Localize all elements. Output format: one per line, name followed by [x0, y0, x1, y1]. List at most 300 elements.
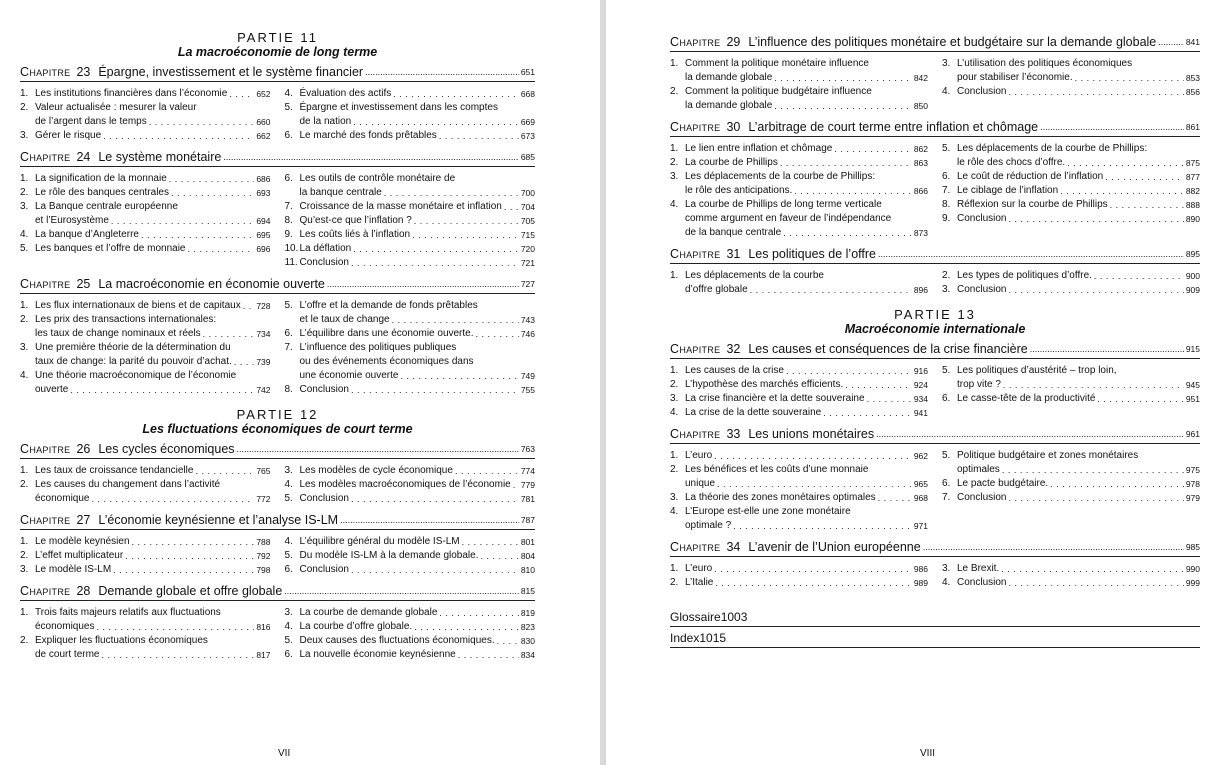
entry-text: La théorie des zones monétaires optimales — [685, 492, 876, 503]
toc-entry — [942, 71, 1200, 85]
toc-entry — [20, 172, 271, 186]
entry-number: 6. — [284, 173, 293, 184]
entry-label — [942, 576, 1006, 590]
chapter-word: Chapitre — [20, 513, 71, 527]
sections-column-right — [942, 142, 1200, 240]
right-toc — [670, 30, 1200, 648]
entry-text: Les déplacements de la courbe — [685, 270, 824, 281]
entry-number: 7. — [284, 342, 293, 353]
sections-column-right — [942, 364, 1200, 420]
entry-page: 749 — [520, 371, 535, 381]
entry-number: 1. — [20, 300, 29, 311]
entry-number: 3. — [942, 58, 951, 69]
left-page — [0, 0, 600, 765]
entry-text: de la banque centrale — [685, 227, 782, 238]
entry-number: 5. — [942, 365, 951, 376]
toc-entry — [670, 505, 928, 519]
entry-number: 2. — [20, 635, 29, 646]
entry-label — [670, 491, 876, 505]
dot-leader — [923, 539, 1184, 555]
chapter-sections — [670, 142, 1200, 240]
entry-label — [285, 242, 352, 256]
chapter-sections — [670, 449, 1200, 533]
dot-leader — [223, 149, 518, 165]
toc-entry — [942, 364, 1200, 378]
sections-column-right — [285, 464, 536, 506]
entry-page: 739 — [256, 357, 271, 367]
entry-page: 660 — [256, 117, 271, 127]
dot-leader — [1008, 576, 1183, 590]
sections-column-left — [670, 364, 928, 420]
sections-column-left — [20, 535, 271, 577]
entry-label — [670, 212, 891, 226]
chapter-page: 787 — [520, 515, 535, 525]
toc-entry — [20, 129, 271, 143]
entry-text: comme argument en faveur de l’indépendance — [685, 213, 892, 224]
entry-number: 3. — [20, 564, 29, 575]
sections-column-left — [20, 172, 271, 270]
entry-number: 9. — [942, 213, 951, 224]
entry-text: La courbe de Phillips de long terme verticale — [685, 199, 882, 210]
entry-number: 11. — [284, 257, 298, 268]
entry-label — [670, 519, 731, 533]
dot-leader — [351, 256, 519, 270]
back-matter-entry — [670, 610, 1200, 627]
entry-label — [285, 101, 498, 115]
entry-label — [670, 269, 824, 283]
entry-label — [942, 57, 1132, 71]
toc-entry — [942, 491, 1200, 505]
entry-label — [285, 549, 479, 563]
dot-leader — [384, 186, 519, 200]
toc-entry — [942, 562, 1200, 576]
entry-page: 834 — [520, 650, 535, 660]
chapter-word: Chapitre — [670, 247, 721, 261]
dot-leader — [1158, 34, 1184, 50]
entry-text: la demande globale — [685, 72, 773, 83]
chapter-page: 861 — [1185, 122, 1200, 132]
chapter-number: 23 — [76, 65, 91, 79]
toc-entry — [20, 186, 271, 200]
entry-page: 686 — [256, 174, 271, 184]
chapter-page: 841 — [1185, 37, 1200, 47]
entry-number: 1. — [670, 270, 679, 281]
part-title: Les fluctuations économiques de court terme — [142, 422, 413, 436]
chapter-sections — [20, 299, 535, 397]
toc-entry — [670, 491, 928, 505]
entry-label — [670, 170, 875, 184]
chapter-title: L’économie keynésienne et l’analyse IS-LM — [98, 513, 339, 527]
entry-text: Évaluation des actifs — [299, 88, 392, 99]
toc-entry — [20, 492, 271, 506]
toc-entry — [942, 392, 1200, 406]
chapter-title: Le système monétaire — [98, 150, 222, 164]
entry-text: Conclusion — [299, 564, 349, 575]
entry-text: Le casse-tête de la productivité — [957, 393, 1096, 404]
entry-label — [20, 115, 147, 129]
toc-entry — [670, 156, 928, 170]
entry-page: 978 — [1185, 479, 1200, 489]
entry-label — [670, 449, 712, 463]
dot-leader — [195, 464, 254, 478]
entry-text: Le marché des fonds prêtables — [299, 130, 437, 141]
entry-page: 673 — [520, 131, 535, 141]
entry-number: 4. — [284, 479, 293, 490]
entry-label — [670, 226, 781, 240]
entry-text: Expliquer les fluctuations économiques — [35, 635, 208, 646]
entry-page: 909 — [1185, 285, 1200, 295]
dot-leader — [717, 477, 912, 491]
entry-text: L’hypothèse des marchés efficients. — [685, 379, 844, 390]
entry-text: économiques — [35, 621, 95, 632]
entry-label — [285, 634, 495, 648]
entry-label — [20, 228, 139, 242]
dot-leader — [1008, 212, 1183, 226]
dot-leader — [203, 327, 255, 341]
entry-page: 743 — [520, 315, 535, 325]
entry-text: de court terme — [35, 649, 100, 660]
entry-label — [285, 299, 478, 313]
toc-entry — [285, 101, 536, 115]
entry-text: L’équilibre dans une économie ouverte. — [299, 328, 474, 339]
entry-label — [20, 549, 123, 563]
back-matter-title: Index — [670, 631, 700, 645]
entry-number: 1. — [20, 465, 29, 476]
chapter-sections — [20, 87, 535, 143]
toc-entry — [285, 563, 536, 577]
dot-leader — [504, 200, 519, 214]
entry-text: Conclusion — [299, 384, 349, 395]
dot-leader — [1030, 341, 1184, 357]
entry-label — [285, 563, 349, 577]
dot-leader — [113, 563, 254, 577]
toc-entry — [285, 115, 536, 129]
entry-label — [670, 463, 868, 477]
chapter-heading — [20, 512, 535, 530]
dot-leader — [1060, 184, 1184, 198]
entry-page: 816 — [256, 622, 271, 632]
toc-entry — [285, 129, 536, 143]
entry-number: 2. — [942, 270, 951, 281]
entry-label — [20, 87, 227, 101]
entry-text: Qu’est-ce que l’inflation ? — [299, 215, 412, 226]
chapter-heading — [20, 583, 535, 601]
dot-leader — [878, 246, 1184, 262]
dot-leader — [823, 406, 912, 420]
sections-column-left — [670, 269, 928, 297]
chapter-word: Chapitre — [20, 442, 71, 456]
entry-page: 810 — [520, 565, 535, 575]
sections-column-right — [285, 535, 536, 577]
dot-leader — [1075, 71, 1184, 85]
entry-number: 2. — [20, 550, 29, 561]
entry-text: le rôle des anticipations. — [685, 185, 793, 196]
toc-entry — [20, 200, 271, 214]
toc-entry — [942, 142, 1200, 156]
sections-column-left — [670, 562, 928, 590]
entry-text: L’euro — [685, 563, 713, 574]
dot-leader — [169, 172, 255, 186]
entry-label — [285, 648, 456, 662]
entry-label — [285, 620, 413, 634]
dot-leader — [439, 606, 518, 620]
chapter-word: Chapitre — [670, 427, 721, 441]
entry-page: 971 — [913, 521, 928, 531]
entry-label — [670, 562, 712, 576]
entry-text: Du modèle IS-LM à la demande globale. — [299, 550, 479, 561]
entry-number: 2. — [670, 464, 679, 475]
chapter-number: 25 — [76, 277, 91, 291]
toc-entry — [20, 115, 271, 129]
toc-entry — [20, 634, 271, 648]
chapter-page: 727 — [520, 279, 535, 289]
dot-leader — [103, 129, 254, 143]
entry-text: Conclusion — [299, 257, 349, 268]
entry-number: 5. — [284, 102, 293, 113]
part-header — [20, 30, 535, 60]
toc-entry — [20, 341, 271, 355]
entry-text: La nouvelle économie keynésienne — [299, 649, 456, 660]
entry-text: Le Brexit. — [957, 563, 1000, 574]
toc-entry — [942, 378, 1200, 392]
entry-page: 968 — [913, 493, 928, 503]
toc-entry — [285, 172, 536, 186]
toc-entry — [285, 634, 536, 648]
entry-number: 1. — [670, 143, 679, 154]
entry-number: 5. — [284, 550, 293, 561]
entry-page: 781 — [520, 494, 535, 504]
entry-text: le rôle des chocs d’offre. — [957, 157, 1066, 168]
toc-entry — [670, 99, 928, 113]
dot-leader — [171, 186, 254, 200]
chapter-sections — [20, 606, 535, 662]
toc-entry — [20, 478, 271, 492]
toc-entry — [20, 299, 271, 313]
entry-page: 715 — [520, 230, 535, 240]
entry-text: Les types de politiques d’offre. — [957, 270, 1092, 281]
entry-page: 916 — [913, 366, 928, 376]
dot-leader — [786, 364, 912, 378]
entry-text: La courbe d’offre globale. — [299, 621, 413, 632]
entry-text: L’Italie — [685, 577, 714, 588]
chapter-title: La macroéconomie en économie ouverte — [98, 277, 325, 291]
back-matter-page: 1003 — [720, 610, 748, 624]
back-matter-title: Glossaire — [670, 610, 721, 624]
entry-page: 652 — [256, 89, 271, 99]
dot-leader — [714, 562, 912, 576]
dot-leader — [1050, 477, 1184, 491]
entry-label — [670, 576, 713, 590]
toc-entry — [20, 355, 271, 369]
entry-label — [285, 129, 437, 143]
entry-text: Les modèles macroéconomiques de l’économie — [299, 479, 511, 490]
entry-text: la banque centrale — [299, 187, 382, 198]
entry-text: unique — [685, 478, 716, 489]
entry-number: 7. — [942, 185, 951, 196]
entry-text: Conclusion — [957, 213, 1007, 224]
dot-leader — [96, 620, 254, 634]
toc-entry — [20, 369, 271, 383]
entry-page: 965 — [913, 479, 928, 489]
sections-column-left — [670, 142, 928, 240]
entry-text: L’euro — [685, 450, 713, 461]
entry-label — [20, 369, 236, 383]
dot-leader — [351, 563, 519, 577]
chapter-word: Chapitre — [20, 277, 71, 291]
chapter-title: L’avenir de l’Union européenne — [748, 540, 921, 554]
dot-leader — [867, 392, 912, 406]
entry-label — [942, 378, 1001, 392]
dot-leader — [414, 620, 519, 634]
entry-label — [20, 341, 231, 355]
entry-text: L’équilibre général du modèle IS-LM — [299, 536, 460, 547]
entry-number: 2. — [20, 314, 29, 325]
entry-number: 10. — [284, 243, 299, 254]
toc-entry — [20, 101, 271, 115]
chapter-title: Demande globale et offre globale — [98, 584, 283, 598]
dot-leader — [439, 129, 519, 143]
chapter-page: 763 — [520, 444, 535, 454]
toc-entry — [670, 576, 928, 590]
toc-entry — [285, 327, 536, 341]
entry-page: 694 — [256, 216, 271, 226]
dot-leader — [351, 492, 519, 506]
entry-number: 4. — [670, 199, 679, 210]
entry-label — [942, 85, 1006, 99]
chapter-sections — [670, 562, 1200, 590]
entry-number: 3. — [284, 607, 293, 618]
entry-number: 5. — [20, 243, 29, 254]
chapter-number: 28 — [76, 584, 91, 598]
entry-text: La déflation — [299, 243, 352, 254]
entry-page: 788 — [256, 537, 271, 547]
entry-text: pour stabiliser l’économie. — [957, 72, 1073, 83]
entry-label — [670, 156, 778, 170]
toc-entry — [285, 648, 536, 662]
entry-page: 896 — [913, 285, 928, 295]
entry-page: 890 — [1185, 214, 1200, 224]
chapter-sections — [670, 57, 1200, 113]
entry-label — [670, 142, 832, 156]
toc-entry — [20, 549, 271, 563]
entry-number: 1. — [670, 365, 679, 376]
part-header — [20, 407, 535, 437]
toc-entry — [20, 383, 271, 397]
entry-text: Conclusion — [957, 492, 1007, 503]
entry-label — [20, 478, 220, 492]
entry-page: 720 — [520, 244, 535, 254]
toc-entry — [670, 477, 928, 491]
toc-entry — [670, 57, 928, 71]
entry-label — [942, 184, 1058, 198]
chapter-heading — [670, 119, 1200, 137]
dot-leader — [187, 242, 254, 256]
entry-text: L’offre et la demande de fonds prêtables — [299, 300, 478, 311]
dot-leader — [132, 535, 255, 549]
entry-page: 990 — [1185, 564, 1200, 574]
entry-label — [942, 170, 1103, 184]
toc-entry — [20, 87, 271, 101]
toc-entry — [670, 449, 928, 463]
entry-number: 3. — [284, 465, 293, 476]
sections-column-left — [670, 449, 928, 533]
entry-label — [20, 327, 201, 341]
entry-page: 862 — [913, 144, 928, 154]
toc-entry — [20, 313, 271, 327]
entry-label — [670, 198, 882, 212]
dot-leader — [774, 99, 912, 113]
toc-entry — [285, 369, 536, 383]
chapter-heading — [670, 426, 1200, 444]
entry-number: 5. — [942, 450, 951, 461]
entry-page: 792 — [256, 551, 271, 561]
entry-number: 1. — [20, 88, 29, 99]
chapter-sections — [670, 364, 1200, 420]
entry-label — [20, 200, 178, 214]
sections-column-right — [942, 57, 1200, 113]
entry-number: 8. — [942, 199, 951, 210]
entry-text: trop vite ? — [957, 379, 1001, 390]
entry-label — [670, 392, 865, 406]
entry-page: 695 — [256, 230, 271, 240]
entry-text: Comment la politique monétaire influence — [685, 58, 869, 69]
entry-page: 951 — [1185, 394, 1200, 404]
dot-leader — [414, 214, 519, 228]
entry-label — [670, 57, 869, 71]
entry-text: Les taux de croissance tendancielle — [35, 465, 194, 476]
entry-page: 668 — [520, 89, 535, 99]
dot-leader — [91, 492, 254, 506]
sections-column-left — [20, 87, 271, 143]
back-matter-entry — [670, 631, 1200, 648]
entry-text: Conclusion — [957, 577, 1007, 588]
part-label: PARTIE 12 — [236, 407, 319, 422]
chapter-word: Chapitre — [670, 120, 721, 134]
entry-label — [285, 492, 349, 506]
entry-text: Le modèle IS-LM — [35, 564, 112, 575]
toc-entry — [285, 256, 536, 270]
entry-label — [670, 283, 748, 297]
entry-text: Une théorie macroéconomique de l’économie — [35, 370, 237, 381]
entry-label — [20, 535, 130, 549]
entry-number: 2. — [670, 379, 679, 390]
entry-page: 945 — [1185, 380, 1200, 390]
entry-number: 2. — [670, 157, 679, 168]
dot-leader — [365, 64, 519, 80]
entry-text: Comment la politique budgétaire influence — [685, 86, 872, 97]
dot-leader — [111, 214, 254, 228]
toc-entry — [285, 606, 536, 620]
entry-label — [20, 172, 167, 186]
part-label: PARTIE 11 — [237, 30, 318, 45]
dot-leader — [714, 449, 912, 463]
sections-column-right — [285, 606, 536, 662]
entry-number: 3. — [20, 201, 29, 212]
dot-leader — [834, 142, 911, 156]
sections-column-right — [285, 172, 536, 270]
toc-entry — [285, 200, 536, 214]
chapter-title: L’arbitrage de court terme entre inflation et chômage — [748, 120, 1039, 134]
dot-leader — [125, 549, 254, 563]
dot-leader — [149, 115, 255, 129]
chapter-page: 985 — [1185, 542, 1200, 552]
sections-column-left — [20, 464, 271, 506]
entry-page: 873 — [913, 228, 928, 238]
entry-label — [285, 172, 456, 186]
toc-entry — [942, 269, 1200, 283]
chapter-sections — [20, 535, 535, 577]
entry-text: taux de change: la parité du pouvoir d’achat. — [35, 356, 232, 367]
